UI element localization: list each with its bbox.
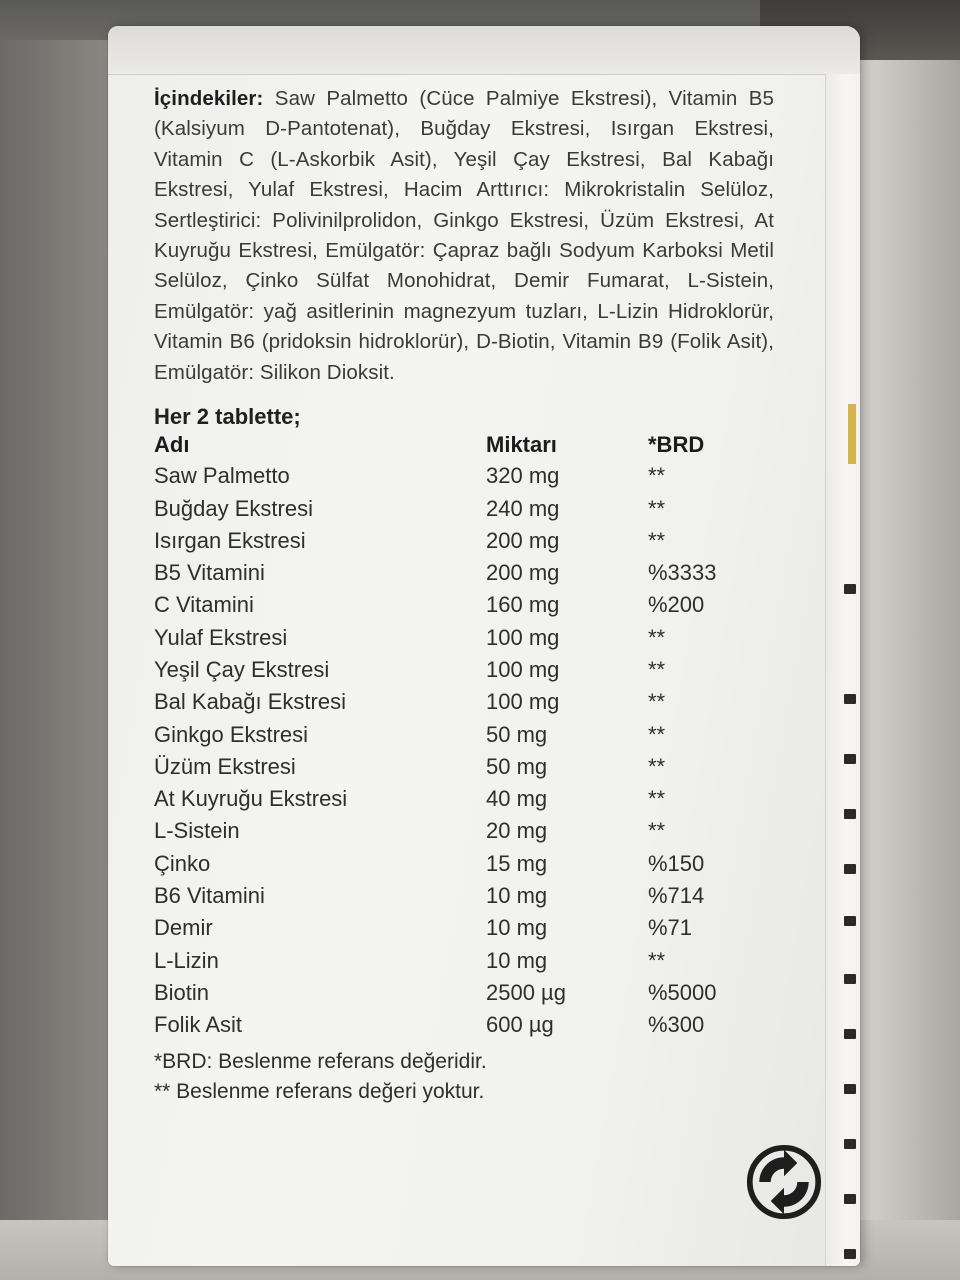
nutrient-amount: 100 mg [486,656,560,682]
table-header-row [154,430,768,460]
nutrient-name: B5 Vitamini [154,560,265,586]
nutrient-brd: ** [648,721,666,747]
footnotes [154,1047,774,1107]
nutrient-brd: %5000 [648,979,717,1005]
ingredients-heading: İçindekiler: [154,87,264,110]
nutrient-amount: 20 mg [486,818,548,844]
green-dot-recycling-icon [746,1144,822,1220]
nutrient-brd: ** [648,818,666,844]
nutrient-brd: %300 [648,1012,705,1038]
edge-mark [844,1029,856,1039]
nutrient-name: L-Lizin [154,947,219,973]
ingredients-text: Saw Palmetto (Cüce Palmiye Ekstresi), Vitamin B5 (Kalsiyum D-Pantotenat), Buğday Ekstresi, Isırgan Ekstresi, Vitamin C (L-Askorbik Asit), Yeşil Çay Ekstresi, Bal Kabağı Ekstresi, Yulaf Ekstresi, Hacim Arttırıcı: Mikrokristalin Selüloz, Sertleştirici: Polivinilprolidon, Ginkgo Ekstresi, Üzüm Ekstresi, At Kuyruğu Ekstresi, Emülgatör: Çapraz bağlı Sodyum Karboksi Metil Selüloz, Çinko Sülfat Monohidrat, Demir Fumarat, L-Sistein, Emülgatör: yağ asitlerinin magnezyum tuzları, L-Lizin Hidroklorür, Vitamin B6 (pridoksin hidroklorür), D-Biotin, Vitamin B9 (Folik Asit), Emülgatör: Silikon Dioksit. [154,87,774,384]
table-row [154,718,768,750]
nutrient-brd: %150 [648,850,705,876]
package-side-panel [108,26,860,1266]
table-row [154,557,768,589]
table-row [154,492,768,524]
table-row [154,525,768,557]
edge-mark [844,584,856,594]
nutrient-brd: %3333 [648,560,717,586]
edge-mark [844,1249,856,1259]
nutrient-brd: ** [648,527,666,553]
nutrient-brd: ** [648,624,666,650]
edge-mark [844,1194,856,1204]
table-row [154,686,768,718]
nutrient-amount: 200 mg [486,560,560,586]
nutrient-name: L-Sistein [154,818,240,844]
ingredients-paragraph [154,84,774,388]
table-row [154,751,768,783]
nutrient-name: Folik Asit [154,1012,243,1038]
column-header-amount: Miktarı [486,432,557,458]
nutrient-name: Buğday Ekstresi [154,495,313,521]
nutrient-amount: 10 mg [486,915,548,941]
nutrient-name: At Kuyruğu Ekstresi [154,786,348,812]
edge-mark [844,1084,856,1094]
nutrient-amount: 10 mg [486,883,548,909]
package-edge-strip [825,74,860,1266]
column-header-name: Adı [154,432,190,458]
nutrient-brd: ** [648,689,666,715]
nutrient-name: Yulaf Ekstresi [154,624,288,650]
table-row [154,589,768,621]
edge-mark [844,1139,856,1149]
nutrient-amount: 2500 µg [486,979,566,1005]
nutrient-amount: 200 mg [486,527,560,553]
table-row [154,1009,768,1041]
nutrient-brd: ** [648,753,666,779]
column-header-brd: *BRD [648,432,705,458]
package-top-flap [108,26,860,75]
nutrient-name: Isırgan Ekstresi [154,527,306,553]
nutrient-amount: 240 mg [486,495,560,521]
nutrient-name: Üzüm Ekstresi [154,753,296,779]
nutrient-brd: %714 [648,883,705,909]
nutrient-amount: 100 mg [486,624,560,650]
table-row [154,622,768,654]
nutrient-brd: ** [648,656,666,682]
background-left [0,40,120,1240]
nutrient-name: B6 Vitamini [154,883,265,909]
nutrient-name: Çinko [154,850,211,876]
edge-mark [844,754,856,764]
edge-mark [844,694,856,704]
edge-mark [844,809,856,819]
nutrient-amount: 50 mg [486,753,548,779]
nutrient-brd: ** [648,786,666,812]
nutrient-name: C Vitamini [154,592,254,618]
table-row [154,848,768,880]
nutrient-amount: 160 mg [486,592,560,618]
nutrient-amount: 100 mg [486,689,560,715]
nutrient-name: Demir [154,915,213,941]
background-right [850,60,960,1280]
table-row [154,912,768,944]
edge-mark [844,916,856,926]
nutrient-brd: ** [648,463,666,489]
yellow-edge-mark [848,404,856,464]
nutrient-brd: %71 [648,915,693,941]
table-row [154,815,768,847]
nutrition-table-body [154,460,768,1041]
table-row [154,945,768,977]
nutrient-amount: 320 mg [486,463,560,489]
footnote-no-reference: ** Beslenme referans değeri yoktur. [154,1080,485,1104]
footnote-brd: *BRD: Beslenme referans değeridir. [154,1050,487,1074]
table-row [154,783,768,815]
nutrient-brd: ** [648,947,666,973]
label-content [154,84,774,1107]
nutrient-name: Saw Palmetto [154,463,290,489]
nutrient-name: Biotin [154,979,210,1005]
table-row [154,460,768,492]
serving-title: Her 2 tablette; [154,404,301,430]
table-row [154,977,768,1009]
nutrient-brd: %200 [648,592,705,618]
edge-mark [844,974,856,984]
nutrient-amount: 40 mg [486,786,548,812]
nutrient-amount: 50 mg [486,721,548,747]
nutrient-name: Ginkgo Ekstresi [154,721,309,747]
table-row [154,880,768,912]
nutrient-amount: 600 µg [486,1012,554,1038]
nutrient-amount: 15 mg [486,850,548,876]
nutrient-name: Yeşil Çay Ekstresi [154,656,330,682]
nutrient-name: Bal Kabağı Ekstresi [154,689,346,715]
nutrition-table [154,430,768,1041]
nutrient-amount: 10 mg [486,947,548,973]
edge-mark [844,864,856,874]
table-row [154,654,768,686]
nutrient-brd: ** [648,495,666,521]
